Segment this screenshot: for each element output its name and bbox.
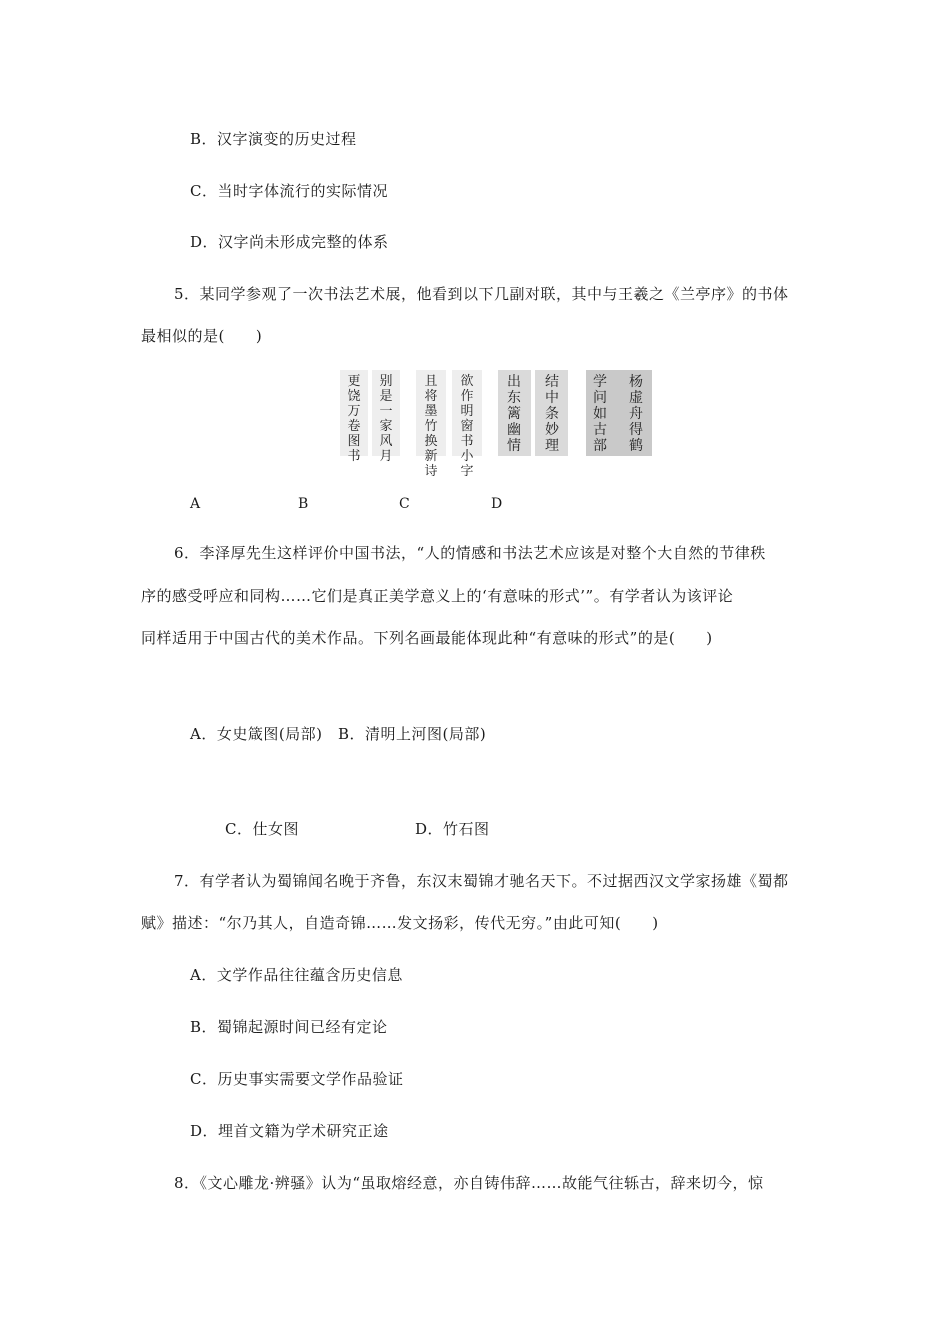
couplet-figure-b: [416, 370, 482, 479]
q7-stem-line2: 赋》描述：“尔乃其人，自造奇锦……发文扬彩，传代无穷。”由此可知( ): [141, 914, 659, 932]
couplet-a-left: 更 饶 万 卷 图 书: [347, 374, 361, 464]
couplet-figure-a: [340, 370, 400, 464]
couplet-c-left: 出 东 篱 幽 情: [507, 374, 521, 454]
couplet-a-right: 别 是 一 家 风 月: [379, 374, 393, 464]
q6-option-c: C．仕女图: [225, 820, 299, 838]
figure-label-a: A: [190, 496, 201, 512]
couplet-figure-c: [498, 370, 568, 456]
figure-label-d: D: [491, 496, 503, 512]
couplet-b-left: 且 将 墨 竹 换 新 诗: [424, 374, 438, 479]
q7-option-a: A．文学作品往往蕴含历史信息: [190, 966, 403, 984]
q6-stem-line1: 6．李泽厚先生这样评价中国书法，“人的情感和书法艺术应该是对整个大自然的节律秩: [174, 544, 766, 562]
q7-option-c: C．历史事实需要文学作品验证: [190, 1070, 404, 1088]
q6-stem-line2: 序的感受呼应和同构……它们是真正美学意义上的‘有意味的形式’”。有学者认为该评论: [141, 587, 734, 605]
couplet-d-right: 杨 虚 舟 得 鹤: [629, 374, 643, 454]
couplet-c-right: 结 中 条 妙 理: [545, 374, 559, 454]
q6-option-ab: A．女史箴图(局部) B．清明上河图(局部): [190, 725, 487, 743]
q4-option-c: C．当时字体流行的实际情况: [190, 182, 388, 200]
q6-stem-line3: 同样适用于中国古代的美术作品。下列名画最能体现此种“有意味的形式”的是( ): [141, 629, 713, 647]
couplet-figure-d: [586, 370, 652, 456]
q5-stem-line1: 5．某同学参观了一次书法艺术展，他看到以下几副对联，其中与王羲之《兰亭序》的书体: [174, 285, 789, 303]
couplet-d-left: 学 问 如 古 部: [593, 374, 607, 454]
q6-option-d: D．竹石图: [415, 820, 490, 838]
q7-stem-line1: 7．有学者认为蜀锦闻名晚于齐鲁，东汉末蜀锦才驰名天下。不过据西汉文学家扬雄《蜀都: [174, 872, 789, 890]
q7-option-b: B．蜀锦起源时间已经有定论: [190, 1018, 388, 1036]
q5-stem-line2: 最相似的是( ): [141, 327, 263, 345]
calligraphy-couplet-images: [340, 370, 652, 479]
q4-option-d: D．汉字尚未形成完整的体系: [190, 233, 389, 251]
q7-option-d: D．埋首文籍为学术研究正途: [190, 1122, 389, 1140]
q8-stem-line1: 8．《文心雕龙·辨骚》认为“虽取熔经意，亦自铸伟辞……故能气往轹古，辞来切今，惊: [174, 1174, 764, 1192]
q4-option-b: B．汉字演变的历史过程: [190, 130, 357, 148]
figure-label-b: B: [298, 496, 309, 512]
figure-label-c: C: [399, 496, 410, 512]
couplet-b-right: 欲 作 明 窗 书 小 字: [460, 374, 474, 479]
